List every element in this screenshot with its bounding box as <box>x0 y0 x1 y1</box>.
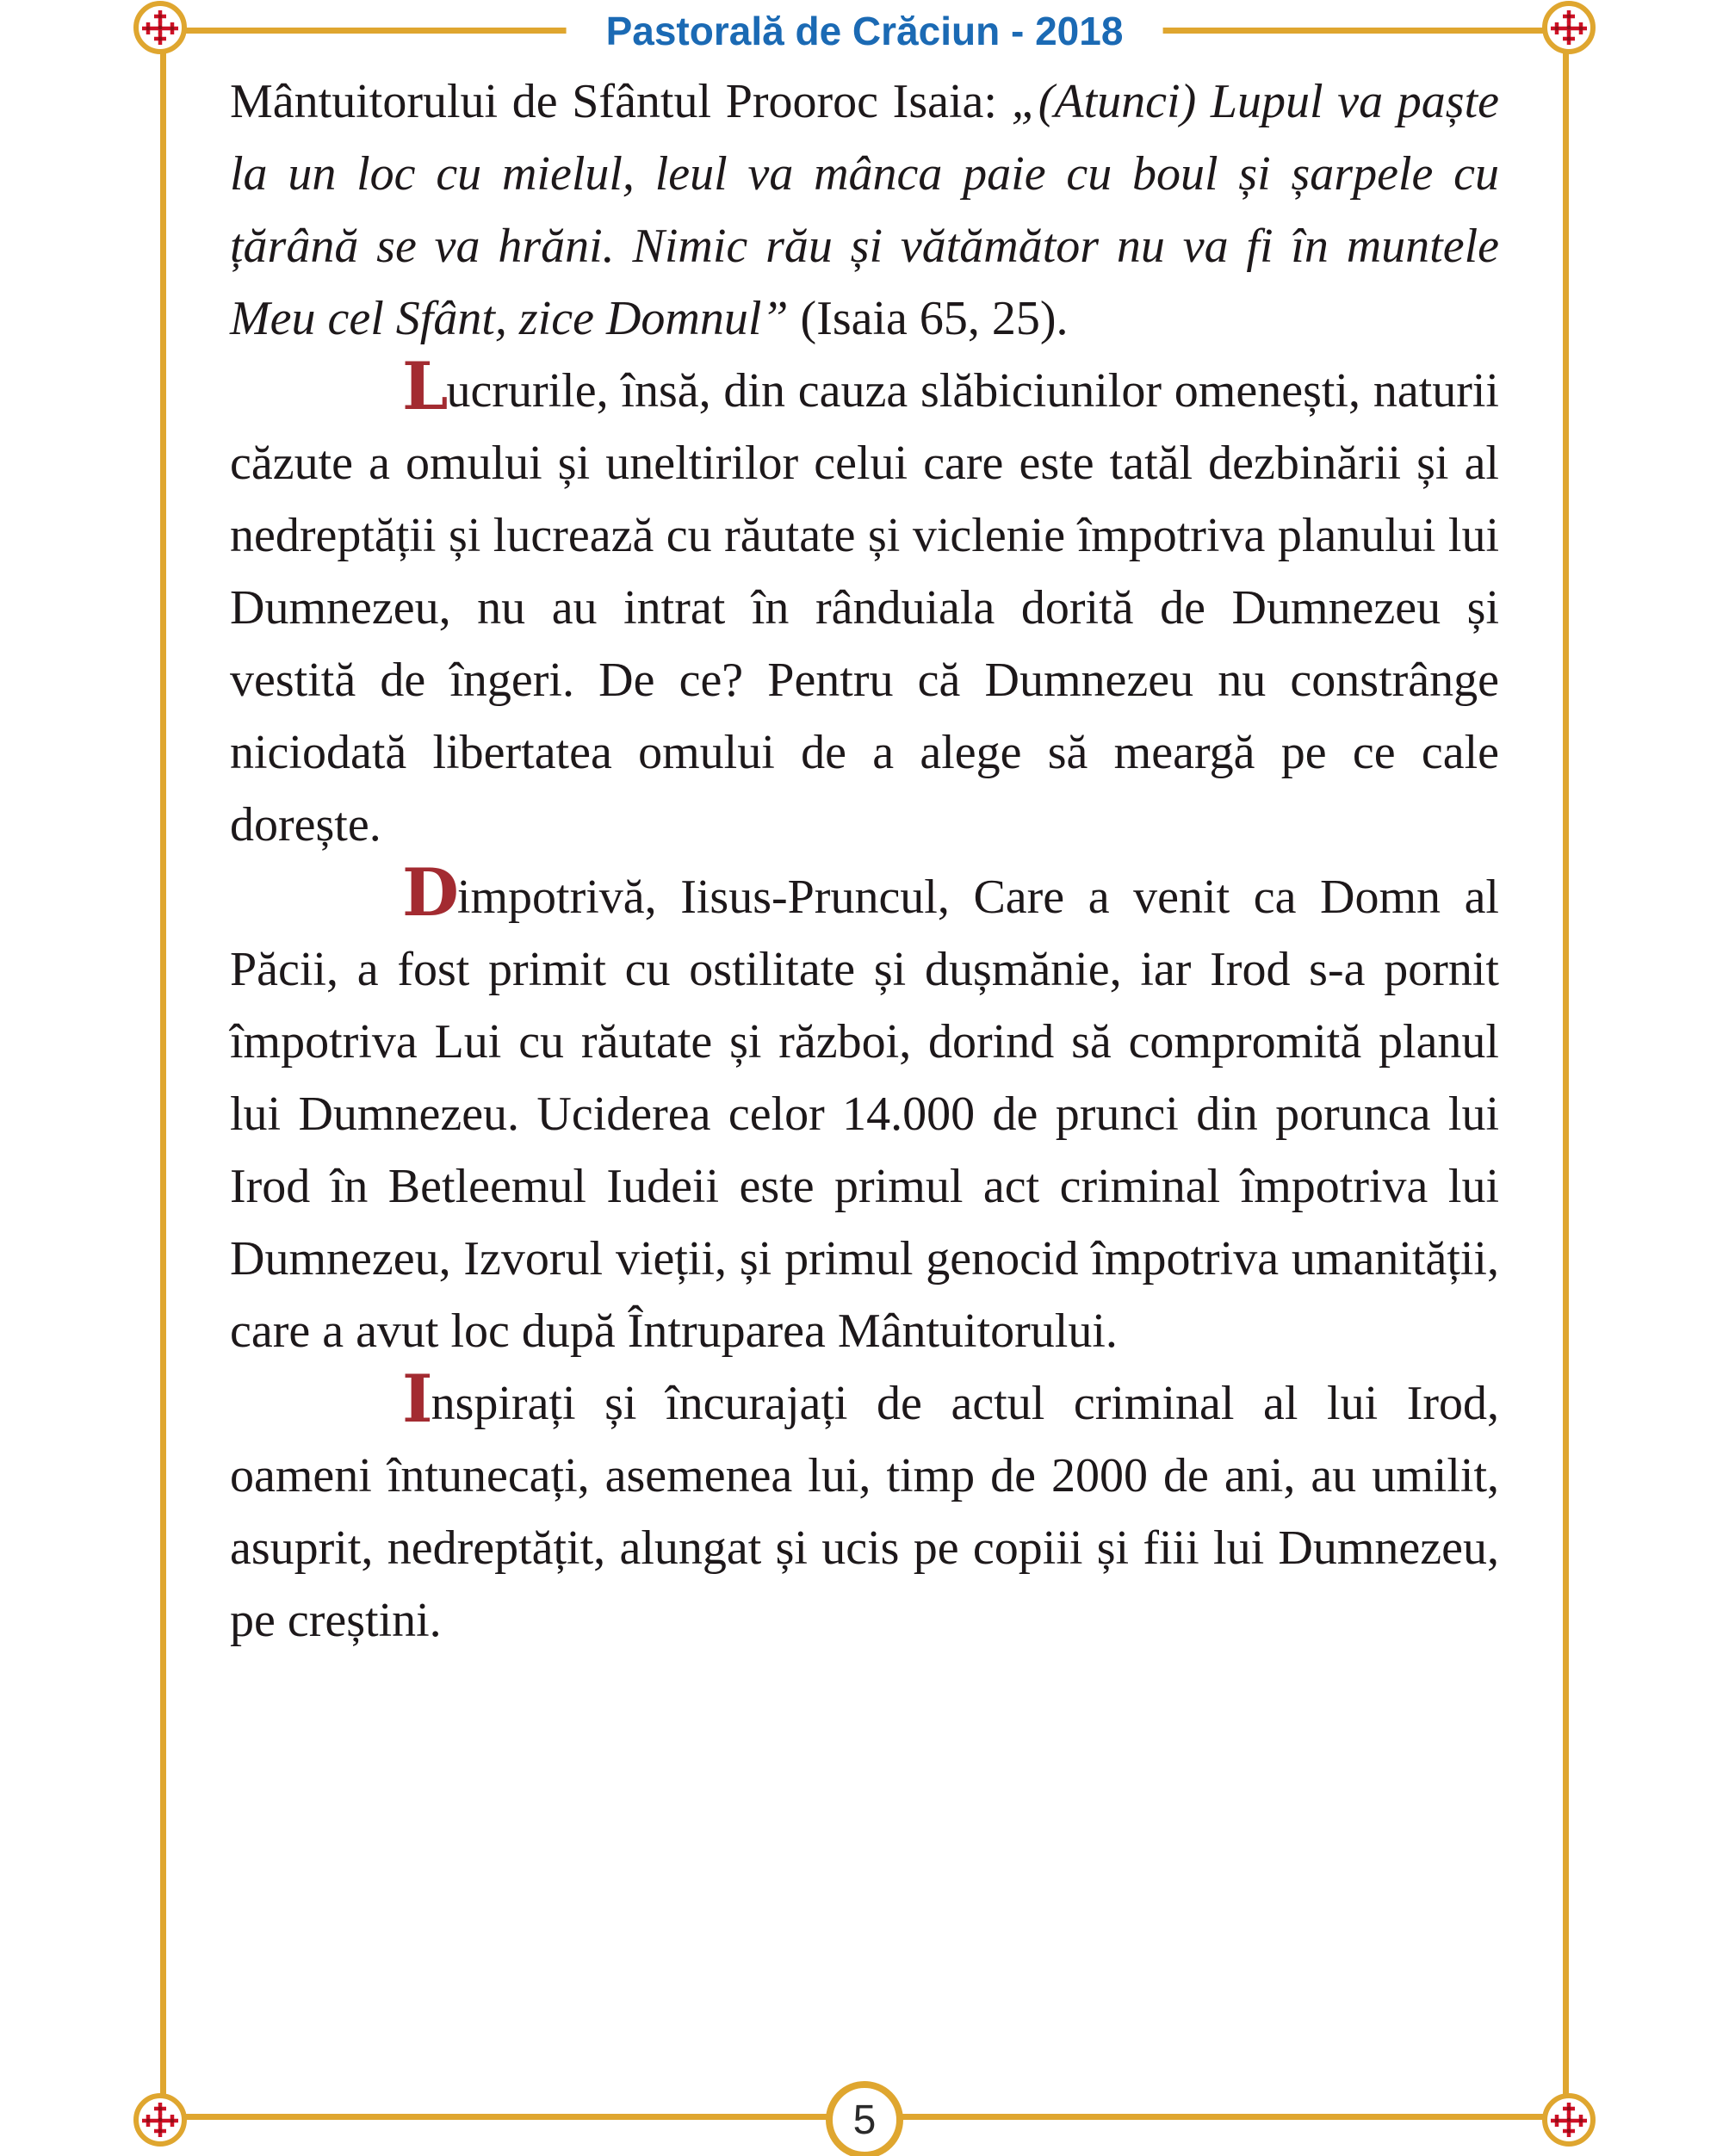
paragraph-initial-letter: L <box>402 348 447 424</box>
paragraph-initial-letter: I <box>402 1360 431 1437</box>
page-header-title: Pastorală de Crăciun - 2018 <box>567 3 1163 59</box>
orthodox-cross-icon <box>142 2102 178 2138</box>
paragraph <box>230 65 1499 355</box>
page-number: 5 <box>852 2097 877 2143</box>
corner-ornament-bottom-right <box>1542 2093 1596 2147</box>
corner-ornament-bottom-left <box>133 2093 187 2147</box>
orthodox-cross-icon <box>1551 9 1587 46</box>
text-segment-roman: (Isaia 65, 25). <box>800 292 1069 345</box>
paragraph: Lucrurile, însă, din cauza slăbiciunilor omenești, naturii căzute a omului și uneltirilor celui care este tatăl dezbinării și al nedreptății și lucrează cu răutate și viclenie împotriva planului lui Dumnezeu, nu au intrat în rânduiala dorită de Dumnezeu și vestită de îngeri. De ce? Pentru că Dumnezeu nu constrânge niciodată libertatea omului de a alege să meargă pe ce cale dorește. <box>230 348 1499 852</box>
text-segment-roman: Mântuitorului de Sfântul Prooroc Isaia: <box>230 75 1012 128</box>
orthodox-cross-icon <box>142 9 178 46</box>
pastoral-text <box>230 65 1499 1657</box>
page-number-badge <box>826 2081 903 2156</box>
paragraph: Inspirați și încurajați de actul criminal al lui Irod, oameni întunecați, asemenea lui, timp de 2000 de ani, au umilit, asuprit, nedreptățit, alungat și ucis pe copiii și fiii lui Dumnezeu, pe creștini. <box>230 1360 1499 1647</box>
orthodox-cross-icon <box>1551 2102 1587 2138</box>
text-segment-italic: „(Atunci) Lupul va paște la un loc cu mielul, leul va mânca paie cu boul și șarpele cu țărână se va hrăni. Nimic rău și vătămător nu va fi în muntele Meu cel Sfânt, zice Domnul” <box>230 75 1499 345</box>
corner-ornament-top-right <box>1542 1 1596 54</box>
corner-ornament-top-left <box>133 1 187 54</box>
paragraph-initial-letter: D <box>402 854 457 931</box>
paragraph: Dimpotrivă, Iisus-Pruncul, Care a venit ca Domn al Păcii, a fost primit cu ostilitate și dușmănie, iar Irod s-a pornit împotriva Lui cu răutate și război, dorind să compromită planul lui Dumnezeu. Uciderea celor 14.000 de prunci din porunca lui Irod în Betleemul Iudeii este primul act criminal împotriva lui Dumnezeu, Izvorul vieții, și primul genocid împotriva umanității, care a avut loc după Întruparea Mântuitorului. <box>230 854 1499 1358</box>
